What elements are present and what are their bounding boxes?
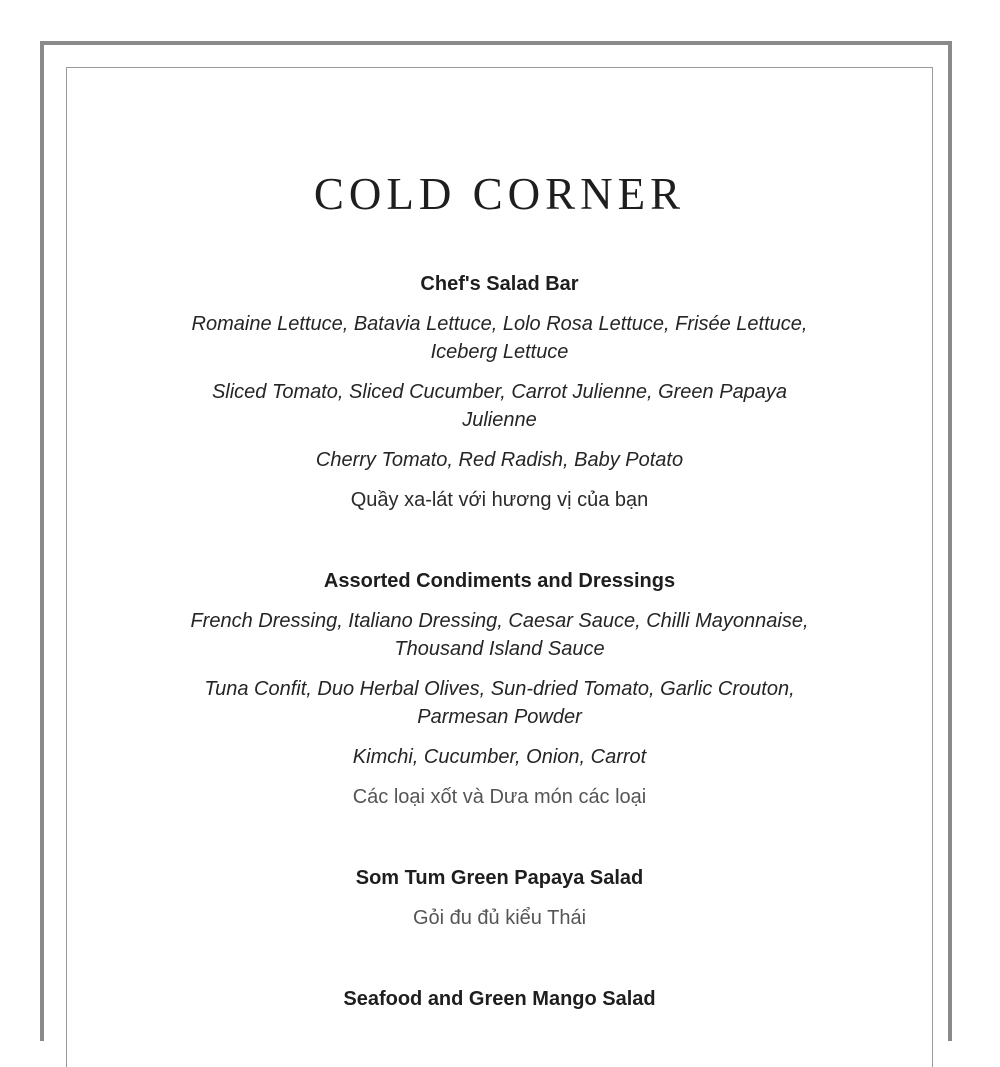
menu-section-som-tum bbox=[67, 864, 932, 932]
section-heading: Som Tum Green Papaya Salad bbox=[355, 867, 644, 889]
menu-title: COLD CORNER bbox=[313, 169, 686, 219]
menu-page bbox=[67, 68, 932, 1025]
vietnamese-translation: Gỏi đu đủ kiểu Thái bbox=[412, 907, 587, 929]
section-heading: Seafood and Green Mango Salad bbox=[343, 988, 656, 1010]
menu-item-list: Sliced Tomato, Sliced Cucumber, Carrot Julienne, Green Papaya Julienne bbox=[211, 381, 788, 431]
menu-item-list: French Dressing, Italiano Dressing, Caesar Sauce, Chilli Mayonnaise, Thousand Island Sauce bbox=[190, 610, 809, 660]
menu-section-condiments bbox=[67, 567, 932, 811]
menu-section-chefs-salad-bar bbox=[67, 270, 932, 514]
menu-item-list: Romaine Lettuce, Batavia Lettuce, Lolo Rosa Lettuce, Frisée Lettuce, Iceberg Lettuce bbox=[191, 313, 808, 363]
vietnamese-translation: Các loại xốt và Dưa món các loại bbox=[352, 786, 647, 808]
menu-item-list: Kimchi, Cucumber, Onion, Carrot bbox=[352, 746, 647, 768]
section-heading: Assorted Condiments and Dressings bbox=[323, 570, 676, 592]
vietnamese-translation: Quầy xa-lát với hương vị của bạn bbox=[350, 489, 649, 511]
menu-item-list: Tuna Confit, Duo Herbal Olives, Sun-dried Tomato, Garlic Crouton, Parmesan Powder bbox=[204, 678, 795, 728]
menu-section-seafood-mango bbox=[67, 985, 932, 1013]
menu-item-list: Cherry Tomato, Red Radish, Baby Potato bbox=[315, 449, 684, 471]
section-heading: Chef's Salad Bar bbox=[420, 273, 579, 295]
